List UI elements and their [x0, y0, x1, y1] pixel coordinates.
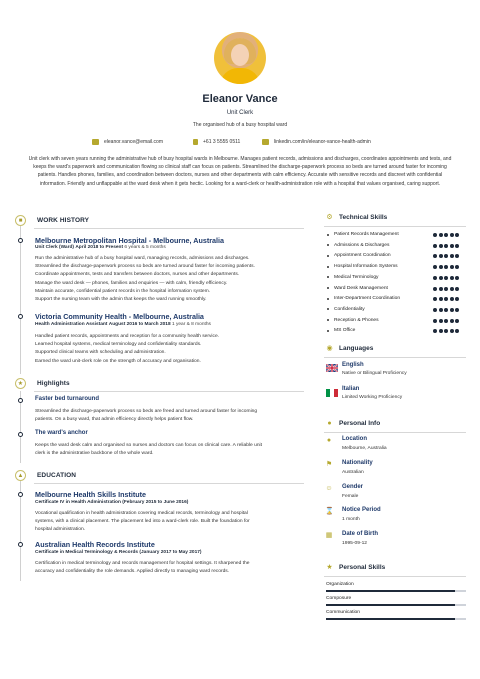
info-label: Nationality [342, 460, 373, 466]
personal-info-header [326, 420, 380, 427]
divider [34, 391, 304, 392]
school-name: Australian Health Records Institute [35, 540, 155, 549]
rating-dot [433, 319, 437, 323]
rating-dot [433, 297, 437, 301]
rating-dot [439, 329, 443, 333]
gear-icon: ⚙ [326, 214, 333, 221]
technical-skill-item [327, 296, 400, 301]
rating-dot [455, 329, 459, 333]
technical-skill-item [327, 232, 399, 237]
rating-dot [455, 233, 459, 237]
section-title: Languages [339, 345, 374, 352]
technical-skill-name: MS Office [334, 328, 356, 334]
rating-dot [450, 244, 454, 248]
rating-dot [455, 265, 459, 269]
briefcase-icon: ■ [15, 215, 26, 226]
info-label: Gender [342, 484, 364, 490]
technical-skill-name: Reception & Phones [334, 317, 379, 323]
rating-dot [444, 308, 448, 312]
technical-skill-name: Inter-Department Coordination [334, 296, 401, 302]
flag-icon: ⚑ [325, 461, 333, 468]
rating-dot [450, 265, 454, 269]
rating-dot [439, 319, 443, 323]
personal-skill-name: Composure [326, 596, 352, 601]
job-role-line: Unit Clerk (Ward) April 2018 to Present 6 years & 5 months [35, 245, 166, 250]
linkedin-icon [262, 139, 269, 145]
skill-rating [433, 254, 459, 258]
education-header [15, 470, 76, 481]
tagline: The organised hub of a busy hospital ward [192, 122, 288, 128]
bullet [327, 276, 329, 278]
candidate-name: Eleanor Vance [202, 93, 278, 105]
highlight-title: Faster bed turnaround [35, 396, 100, 402]
personal-skill-name: Organization [326, 582, 354, 587]
rating-dot [455, 319, 459, 323]
info-value: 1 month [342, 517, 360, 522]
language-level: Native or Bilingual Proficiency [342, 371, 407, 376]
section-title: Personal Info [339, 420, 381, 427]
technical-skill-name: Patient Records Management [334, 232, 399, 237]
bullet [327, 266, 329, 268]
rating-dot [455, 308, 459, 312]
rating-dot [439, 265, 443, 269]
technical-skill-name: Admissions & Discharges [334, 242, 390, 248]
technical-skill-item [327, 275, 379, 280]
job-role-line: Health Administration Assistant August 2016 to March 2018 1 year & 8 months [35, 322, 211, 327]
contact-phone[interactable]: +61 3 5555 0511 [193, 139, 240, 145]
rating-dot [439, 254, 443, 258]
calendar-icon: ▦ [325, 532, 333, 539]
work-history-header [15, 215, 89, 226]
bullet [327, 287, 329, 289]
timeline-dot [18, 492, 23, 497]
education-text: Certification in medical terminology and records management for hospital settings. It sharpened the accuracy and confidentiality the role demands. Applied directly to managing ward records. [35, 561, 250, 575]
star-icon: ★ [15, 378, 26, 389]
job-title: Unit Clerk [226, 110, 254, 116]
skill-rating [433, 276, 459, 280]
bullet [327, 319, 329, 321]
info-label: Date of Birth [342, 531, 378, 537]
skill-rating [433, 319, 459, 323]
divider [324, 576, 466, 577]
technical-skill-item [327, 328, 355, 333]
rating-dot [433, 329, 437, 333]
technical-skill-name: Ward Desk Management [334, 285, 388, 291]
timeline-dot [18, 542, 23, 547]
section-title: EDUCATION [37, 472, 77, 479]
rating-dot [439, 276, 443, 280]
timeline-line [20, 226, 21, 374]
rating-dot [450, 297, 454, 301]
divider [324, 357, 466, 358]
skill-bar-fill [326, 604, 455, 606]
rating-dot [450, 308, 454, 312]
bullet [327, 234, 329, 236]
language-name: Italian [342, 386, 360, 392]
technical-skill-item [327, 318, 379, 323]
skill-rating [433, 308, 459, 312]
rating-dot [433, 233, 437, 237]
skill-bar-fill [326, 590, 455, 592]
rating-dot [450, 276, 454, 280]
personal-skills-header [326, 564, 385, 571]
timeline-dot [18, 238, 23, 243]
skill-rating [433, 233, 459, 237]
rating-dot [455, 297, 459, 301]
rating-dot [439, 297, 443, 301]
technical-skill-name: Confidentiality [334, 306, 365, 312]
rating-dot [455, 244, 459, 248]
divider [34, 483, 304, 484]
certificate: Certificate in Medical Terminology & Records (January 2017 to May 2017) [35, 550, 202, 555]
education-text: Vocational qualification in health administration covering medical records, terminology and hospital systems, with a clinical placement. The placement led into a ward-clerk role. Built the foundation for hospital administration. [35, 511, 250, 533]
technical-skill-item [327, 307, 365, 312]
rating-dot [433, 244, 437, 248]
section-title: Highlights [37, 380, 70, 387]
highlight-text: Streamlined the discharge-paperwork process so beds are freed and turned around faster for incoming patients. On a busy ward, that admin efficiency directly helps patient flow. [35, 409, 258, 423]
rating-dot [450, 319, 454, 323]
school-name: Melbourne Health Skills Institute [35, 490, 147, 499]
globe-icon: ◉ [326, 345, 333, 352]
rating-dot [455, 287, 459, 291]
graduation-cap-icon: ▲ [15, 470, 26, 481]
technical-skill-item [327, 243, 389, 248]
skill-bar-fill [326, 618, 455, 620]
rating-dot [439, 308, 443, 312]
technical-skill-name: Appointment Coordination [334, 253, 391, 259]
section-title: Technical Skills [339, 214, 388, 221]
job-bullets: Run the administrative hub of a busy hospital ward, managing records, admissions and discharges. Streamlined the discharge-paperwork process so beds are turned around faster for incoming patients. Coordinate appointments, tests and transfers between doctors, nurses and other departments. Manage the ward desk — phones, families and enquiries — with calm, friendly efficiency. Maintain accurate, confidential patient records in the hospital information system. Support the nursing team with the admin that keeps the ward running smoothly. [35, 256, 255, 303]
skill-rating [433, 297, 459, 301]
rating-dot [450, 329, 454, 333]
highlights-header [15, 378, 70, 389]
skill-rating [433, 265, 459, 269]
rating-dot [450, 287, 454, 291]
highlight-title: The ward's anchor [35, 430, 88, 436]
info-value: Melbourne, Australia [342, 446, 387, 451]
rating-dot [444, 265, 448, 269]
highlight-text: Keeps the ward desk calm and organised so nurses and doctors can focus on clinical care. A reliable unit clerk is the administrative backbone of the whole ward. [35, 443, 263, 457]
rating-dot [433, 287, 437, 291]
technical-skill-item [327, 286, 388, 291]
bullet [327, 255, 329, 257]
section-title: WORK HISTORY [37, 217, 90, 224]
personal-skill-name: Communication [326, 610, 360, 615]
technical-skills-header [326, 214, 387, 221]
rating-dot [444, 287, 448, 291]
language-level: Limited Working Proficiency [342, 395, 403, 400]
phone-icon [193, 139, 198, 145]
divider [34, 228, 304, 229]
location-pin-icon: ● [326, 437, 332, 444]
technical-skill-name: Hospital Information Systems [334, 264, 398, 270]
rating-dot [444, 254, 448, 258]
info-value: 1995-09-12 [342, 541, 368, 546]
rating-dot [455, 276, 459, 280]
bullet [327, 298, 329, 300]
rating-dot [444, 244, 448, 248]
job-employer: Melbourne Metropolitan Hospital - Melbourne, Australia [35, 236, 225, 245]
certificate: Certificate IV in Health Administration (February 2015 to June 2016) [35, 500, 189, 505]
rating-dot [444, 297, 448, 301]
info-label: Location [342, 436, 367, 442]
star-icon: ★ [326, 564, 333, 571]
contact-linkedin[interactable]: linkedin.com/in/eleanor-vance-health-admin [262, 139, 371, 145]
email-icon [92, 139, 99, 145]
contact-email[interactable]: eleanor.vance@email.com [92, 139, 163, 145]
rating-dot [439, 244, 443, 248]
timeline-dot [18, 314, 23, 319]
language-name: English [342, 362, 364, 368]
rating-dot [433, 308, 437, 312]
rating-dot [450, 254, 454, 258]
info-value: Female [342, 494, 359, 499]
person-icon: ☺ [325, 485, 333, 492]
divider [324, 432, 466, 433]
avatar [214, 32, 266, 84]
rating-dot [433, 276, 437, 280]
divider [324, 226, 466, 227]
bullet [327, 330, 329, 332]
rating-dot [444, 319, 448, 323]
bullet [327, 308, 329, 310]
rating-dot [444, 329, 448, 333]
rating-dot [433, 254, 437, 258]
timeline-dot [18, 398, 23, 403]
hourglass-icon: ⌛ [325, 508, 334, 515]
technical-skill-name: Medical Terminology [334, 274, 379, 280]
bullet [327, 244, 329, 246]
info-label: Notice Period [342, 507, 381, 513]
skill-rating [433, 329, 459, 333]
technical-skill-item [327, 253, 391, 258]
technical-skill-item [327, 264, 398, 269]
section-title: Personal Skills [339, 564, 386, 571]
skill-rating [433, 244, 459, 248]
italy-flag [326, 389, 338, 397]
job-bullets: Handled patient records, appointments and reception for a community health service. Learned hospital systems, medical terminology and confidentiality standards. Supported clinical teams with scheduling and administration. Earned the ward unit-clerk role on the strength of accuracy and organisation. [35, 334, 220, 364]
languages-header [326, 345, 373, 352]
uk-flag [326, 364, 338, 372]
job-employer: Victoria Community Health - Melbourne, Australia [35, 312, 204, 321]
rating-dot [444, 233, 448, 237]
rating-dot [433, 265, 437, 269]
timeline-dot [18, 432, 23, 437]
summary-text: Unit clerk with seven years running the administrative hub of busy hospital wards in Melbourne. Manages patient records, admissions and discharges, coordinates appointments and tests, and keeps the ward's paperwork and communication flowing so clinical staff can focus on patients. Streamlined the discharge-paperwork process so beds are turned around faster for incoming patients. Handles phones, families, and coordination between doctors, nurses and other departments with calm efficiency. Accurate with sensitive records and discreet with confidential information. Friendly and unflappable at the ward desk when it gets hectic. Looking for a ward-clerk or health-administration role with a hospital that values organised, caring support. [28, 156, 452, 187]
rating-dot [450, 233, 454, 237]
user-icon: ● [327, 420, 332, 427]
rating-dot [439, 287, 443, 291]
rating-dot [455, 254, 459, 258]
rating-dot [439, 233, 443, 237]
info-value: Australian [342, 470, 364, 475]
rating-dot [444, 276, 448, 280]
skill-rating [433, 287, 459, 291]
